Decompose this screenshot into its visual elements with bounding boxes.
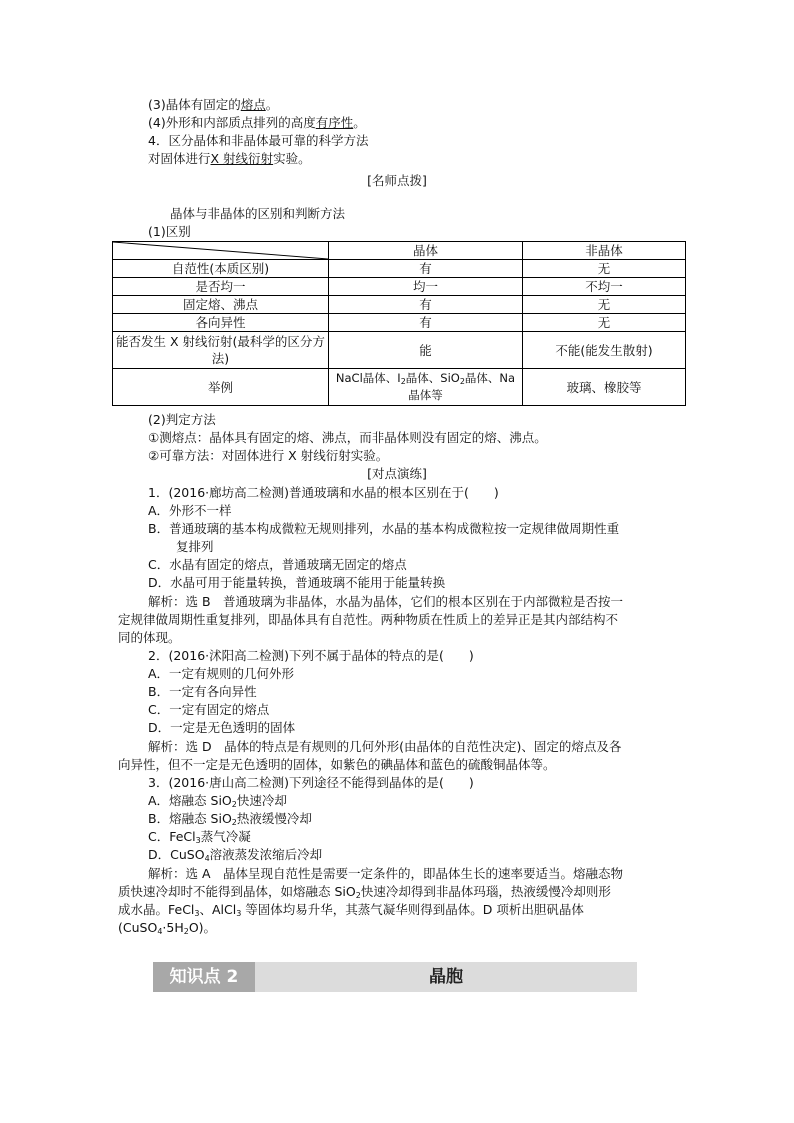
table-row	[113, 260, 686, 278]
header-crystal: 晶体	[329, 242, 523, 260]
q2-analysis-cont: 向异性，但不一定是无色透明的固体，如紫色的碘晶体和蓝色的硫酸铜晶体等。	[118, 757, 556, 772]
line-order: (4)外形和内部质点排列的高度有序性。	[148, 115, 366, 130]
q3-analysis-cont: $(CuSO_4\cdot 5H_2O)$。	[118, 920, 217, 936]
diagonal-header-cell	[113, 242, 329, 260]
q1-option-b-cont: 复排列	[176, 539, 214, 554]
section-tag: 知识点 2	[153, 962, 255, 992]
tips-title: [名师点拨]	[367, 173, 427, 188]
cell-amorphous-examples: 玻璃、橡胶等	[523, 369, 686, 406]
table-row	[113, 369, 686, 406]
q3-analysis: 解析：选 A 晶体呈现自范性是需要一定条件的，即晶体生长的速率要适当。熔融态物	[148, 866, 624, 881]
cell-amorphous: 无	[523, 314, 686, 332]
heading-reliable-method: 4．区分晶体和非晶体最可靠的科学方法	[148, 133, 369, 148]
cell-crystal: 能	[329, 332, 523, 369]
tips-subtitle: 晶体与非晶体的区别和判断方法	[170, 206, 346, 221]
q3-option-b: B．熔融态 SiO$_2$热液缓慢冷却	[148, 811, 312, 827]
q2-option-c: C．一定有固定的熔点	[148, 702, 270, 717]
row-label: 举例	[113, 369, 329, 406]
q3-option-a: A．熔融态 SiO$_2$快速冷却	[148, 793, 287, 809]
cell-crystal: 有	[329, 260, 523, 278]
q1-analysis-cont: 同的体现。	[118, 630, 181, 645]
q1-option-a: A．外形不一样	[148, 503, 232, 518]
cell-amorphous: 不均一	[523, 278, 686, 296]
row-label: 自范性(本质区别)	[113, 260, 329, 278]
q1-stem: 1．(2016·廊坊高二检测)普通玻璃和水晶的根本区别在于( )	[148, 485, 499, 500]
q3-option-c: C．FeCl$_3$蒸气冷凝	[148, 829, 251, 845]
q1-analysis: 解析：选 B 普通玻璃为非晶体，水晶为晶体，它们的根本区别在于内部微粒是否按一	[148, 594, 624, 609]
line-xray-method: 对固体进行X 射线衍射实验。	[148, 151, 311, 166]
q2-option-d: D．一定是无色透明的固体	[148, 720, 296, 735]
q1-option-c: C．水晶有固定的熔点，普通玻璃无固定的熔点	[148, 557, 407, 572]
q1-option-d: D．水晶可用于能量转换，普通玻璃不能用于能量转换	[148, 575, 446, 590]
cell-amorphous: 无	[523, 296, 686, 314]
cell-crystal: 均一	[329, 278, 523, 296]
q3-option-d: D．CuSO$_4$溶液蒸发浓缩后冷却	[148, 847, 323, 863]
table-row	[113, 278, 686, 296]
cell-crystal: 有	[329, 296, 523, 314]
diff-label: (1)区别	[148, 224, 191, 239]
q1-analysis-cont: 定规律做周期性重复排列，即晶体具有自范性。两种物质在性质上的差异正是其内部结构不	[118, 612, 619, 627]
table-row	[113, 332, 686, 369]
table-row	[113, 296, 686, 314]
practice-title: [对点演练]	[367, 466, 427, 481]
section-banner	[153, 962, 637, 992]
q2-analysis: 解析：选 D 晶体的特点是有规则的几何外形(由晶体的自范性决定)、固定的熔点及各	[148, 739, 622, 754]
q2-option-a: A．一定有规则的几何外形	[148, 666, 295, 681]
judge-method-1: ①测熔点：晶体具有固定的熔、沸点，而非晶体则没有固定的熔、沸点。	[148, 430, 547, 445]
row-label: 固定熔、沸点	[113, 296, 329, 314]
q3-stem: 3．(2016·唐山高二检测)下列途径不能得到晶体的是( )	[148, 775, 474, 790]
section-title: 晶胞	[429, 967, 463, 987]
q3-analysis-cont: 质快速冷却时不能得到晶体，如熔融态 SiO$_2$快速冷却得到非晶体玛瑙，热液缓慢冷却则形	[118, 884, 611, 900]
row-label: 是否均一	[113, 278, 329, 296]
comparison-table	[112, 241, 686, 406]
cell-crystal-examples: NaCl晶体、$I_2$晶体、SiO$_2$晶体、Na晶体等	[329, 369, 523, 406]
cell-crystal: 有	[329, 314, 523, 332]
q2-stem: 2．(2016·沭阳高二检测)下列不属于晶体的特点的是( )	[148, 648, 474, 663]
cell-amorphous: 不能(能发生散射)	[523, 332, 686, 369]
table-header-row	[113, 242, 686, 260]
q2-option-b: B．一定有各向异性	[148, 684, 257, 699]
line-fixed-melting-point: (3)晶体有固定的熔点。	[148, 97, 279, 112]
judge-label: (2)判定方法	[148, 412, 216, 427]
table-row	[113, 314, 686, 332]
row-label: 能否发生 X 射线衍射(最科学的区分方法)	[113, 332, 329, 369]
q3-analysis-cont: 成水晶。FeCl$_3$、AlCl$_3$ 等固体均易升华，其蒸气凝华则得到晶体。D 项析出胆矾晶体	[118, 902, 584, 918]
row-label: 各向异性	[113, 314, 329, 332]
header-amorphous: 非晶体	[523, 242, 686, 260]
q1-option-b: B．普通玻璃的基本构成微粒无规则排列，水晶的基本构成微粒按一定规律做周期性重	[148, 521, 620, 536]
cell-amorphous: 无	[523, 260, 686, 278]
judge-method-2: ②可靠方法：对固体进行 X 射线衍射实验。	[148, 448, 389, 463]
